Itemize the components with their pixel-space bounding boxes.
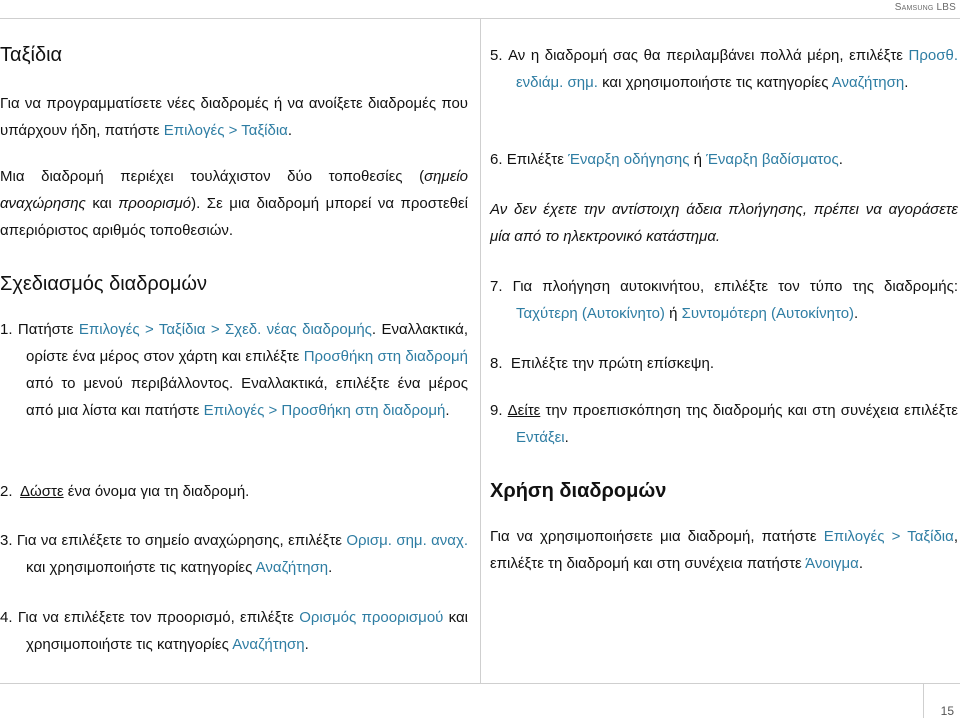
step-text: ένα όνομα για τη διαδρομή. (63, 483, 250, 500)
step-text: . (304, 636, 309, 653)
step-number: 7. (490, 278, 503, 295)
start-walking-link[interactable]: Έναρξη βαδίσματος (706, 151, 839, 168)
step-text: και χρησιμοποιήστε τις κατηγορίες (26, 559, 256, 576)
menu-path-link[interactable]: Επιλογές > Προσθήκη στη διαδρομή (203, 402, 446, 419)
intro-text: ). Σε μια διαδρομή μπορεί να προστεθεί απεριόριστος αριθμός τοποθεσιών. (0, 195, 469, 239)
step-number: 8. (490, 355, 503, 372)
fastest-car-link[interactable]: Ταχύτερη (Αυτοκίνητο) (516, 305, 665, 322)
step-text: . (838, 151, 843, 168)
step-text: και χρησιμοποιήστε τις κατηγορίες (26, 609, 468, 653)
step-text: ή (664, 305, 682, 322)
step-text: . (854, 305, 859, 322)
set-destination-link[interactable]: Ορισμός προορισμού (299, 609, 444, 626)
menu-path-link[interactable]: Επιλογές > Ταξίδια (823, 528, 954, 545)
step-text: και χρησιμοποιήστε τις κατηγορίες (597, 74, 832, 91)
intro-text: Για να προγραμματίσετε νέες διαδρομές ή να ανοίξετε διαδρομές που υπάρχουν ήδη, πατήστε (0, 95, 468, 139)
step-number: 4. (0, 609, 13, 626)
step-number: 3. (0, 532, 13, 549)
license-note: Αν δεν έχετε την αντίστοιχη άδεια πλοήγησης, πρέπει να αγοράσετε μία από το ηλεκτρονικό κατάστημα. (490, 201, 958, 245)
set-departure-link[interactable]: Ορισμ. σημ. αναχ. (346, 532, 469, 549)
step-text: ή (689, 151, 707, 168)
header-brand: Samsung LBS (894, 2, 956, 13)
usage-text: , επιλέξτε τη διαδρομή και στη συνέχεια πατήστε (490, 528, 958, 572)
intro-text: Μια διαδρομή περιέχει τουλάχιστον δύο τοποθεσίες ( (0, 168, 425, 185)
search-link[interactable]: Αναζήτηση (255, 559, 329, 576)
search-link[interactable]: Αναζήτηση (232, 636, 305, 653)
step-text: Για πλοήγηση αυτοκινήτου, επιλέξτε τον τύπο της διαδρομής: (512, 278, 959, 295)
shortest-car-link[interactable]: Συντομότερη (Αυτοκίνητο) (681, 305, 855, 322)
usage-text: Για να χρησιμοποιήσετε μια διαδρομή, πατήστε (490, 528, 824, 545)
menu-path-link[interactable]: Επιλογές > Ταξίδια > Σχεδ. νέας διαδρομής (78, 321, 372, 338)
footer-rule (0, 683, 960, 684)
step-3 (0, 527, 468, 581)
step-text: Εναλλακτικά, ορίστε ένα μέρος στον χάρτη και επιλέξτε (26, 321, 468, 365)
step-text: . (328, 559, 333, 576)
section-title-using-routes: Χρήση διαδρομών (490, 480, 667, 502)
step-1 (0, 316, 468, 424)
usage-text: . (858, 555, 863, 572)
step-text: . (904, 74, 909, 91)
menu-path-link[interactable]: Επιλογές > Ταξίδια (163, 122, 288, 139)
step-number: 6. (490, 151, 503, 168)
step-text: . (445, 402, 450, 419)
step-6 (490, 146, 958, 173)
step-7 (490, 273, 958, 327)
term-destination: προορισμό (118, 195, 192, 212)
step-text: . (564, 429, 569, 446)
step-number: 1. (0, 321, 13, 338)
step-text: Δείτε (507, 402, 541, 419)
step-5 (490, 42, 958, 96)
step-text: Αν η διαδρομή σας θα περιλαμβάνει πολλά μέρη, επιλέξτε (508, 47, 909, 64)
start-driving-link[interactable]: Έναρξη οδήγησης (568, 151, 690, 168)
open-link[interactable]: Άνοιγμα (805, 555, 859, 572)
step-text: Επιλέξτε την πρώτη επίσκεψη. (510, 355, 714, 372)
step-text: από το μενού περιβάλλοντος. (26, 375, 234, 392)
step-text: την προεπισκόπηση της διαδρομής και στη συνέχεια επιλέξτε (540, 402, 958, 419)
usage-paragraph (490, 523, 958, 577)
step-text: Για να επιλέξετε το σημείο αναχώρησης, επιλέξτε (16, 532, 347, 549)
step-text: Πατήστε (17, 321, 79, 338)
step-8 (490, 350, 958, 377)
step-number: 5. (490, 47, 503, 64)
section-title-travel: Ταξίδια (0, 44, 63, 66)
step-number: 2. (0, 483, 13, 500)
column-divider (480, 18, 481, 683)
step-text: . (371, 321, 377, 338)
intro-paragraph-1 (0, 90, 468, 144)
section-title-route-planning: Σχεδιασμός διαδρομών (0, 273, 208, 295)
step-text: Επιλέξτε (506, 151, 569, 168)
step-text: Εναλλακτικά, επιλέξτε ένα μέρος από μια λίστα και πατήστε (26, 375, 468, 419)
step-9 (490, 397, 958, 451)
step-text: Για να επιλέξετε τον προορισμό, επιλέξτε (17, 609, 300, 626)
intro-text: . (287, 122, 293, 139)
add-waypoint-link[interactable]: Προσθ. ενδιάμ. σημ. (516, 47, 959, 91)
intro-text: και (85, 195, 119, 212)
search-link[interactable]: Αναζήτηση (831, 74, 905, 91)
step-text: Δώστε (20, 483, 64, 500)
page-number: 15 (940, 704, 954, 718)
ok-link[interactable]: Εντάξει (516, 429, 565, 446)
intro-paragraph-2 (0, 163, 468, 244)
step-2 (0, 478, 468, 505)
step-4 (0, 604, 468, 658)
add-to-route-link[interactable]: Προσθήκη στη διαδρομή (303, 348, 468, 365)
term-departure: σημείο αναχώρησης (0, 168, 468, 212)
step-number: 9. (490, 402, 503, 419)
